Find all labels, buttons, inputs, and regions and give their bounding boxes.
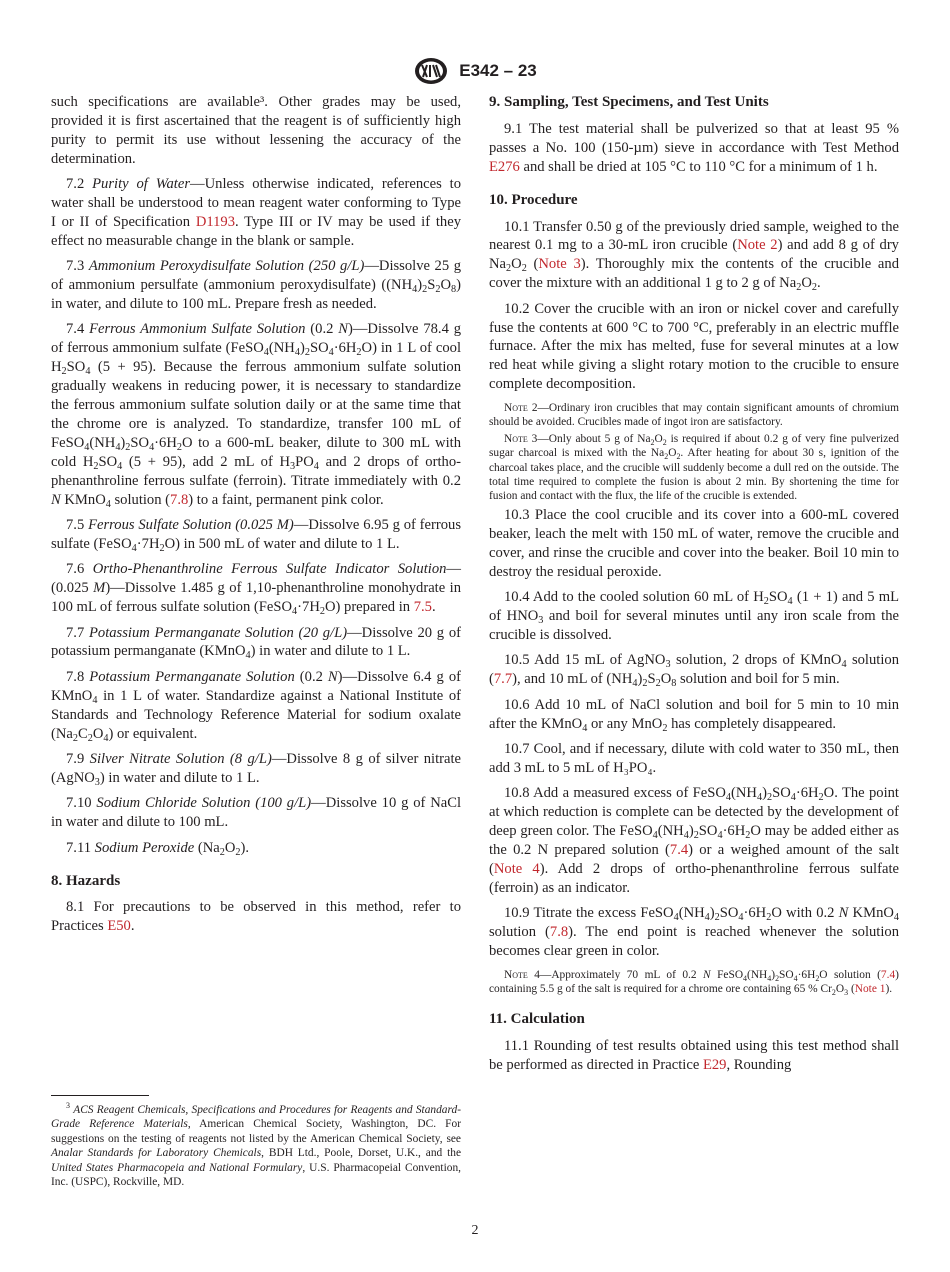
paragraph-7-11: 7.11 Sodium Peroxide $(Na_2O_2)$. [66, 839, 250, 858]
paragraph-7-2: 7.2 Purity of Water—Unless otherwise indicated, references to water shall be understood to mean reagent water conforming to Type I or II of Specification D1193. Type III or IV may be used if they effect no measurable change in the blank or sample. [51, 176, 462, 249]
page-number: 2 [471, 1223, 479, 1238]
link-7-4-b[interactable]: 7.4 [880, 968, 896, 981]
link-e276[interactable]: E276 [489, 158, 520, 175]
paragraph-10-3: 10.3 Place the cool crucible and its cover into a 600-mL covered beaker, leach the melt with 150 mL of water, remove the crucible and cover, and rinse the crucible and cover into the beaker. Boil 10 min to destroy the residual peroxide. [489, 507, 899, 580]
paragraph-7-4: 7.4 Ferrous Ammonium Sulfate Solution (0.2 N)—Dissolve 78.4 g of ferrous ammonium sulfate $(FeSO_4(NH_4)_2SO_4\cdot 6H_2O)$ in 1 L of cool $H_2SO_4$ (5 + 95). Because the ferrous ammonium sulfate solution gradually weakens in reducing power, it is necessary to standardize the ferrous ammonium sulfate solution daily or at the same time that the chrome ore is analyzed. To standardize, transfer 100 mL of $FeSO_4(NH_4)_2SO_4\cdot 6H_2O$ to a 600-mL beaker, dilute to 300 mL with cold $H_2SO_4$ (5 + 95), add 2 mL of $H_3PO_4$ and 2 drops of ortho-phenanthroline ferrous sulfate (ferroin). Titrate immediately with 0.2 N KMnO$_4$ solution (7.8) to a faint, permanent pink color. [51, 321, 461, 510]
paragraph-10-5: 10.5 Add 15 mL of AgNO$_3$ solution, 2 drops of KMnO$_4$ solution (7.7), and 10 mL of $(NH_4)_2S_2O_8$ solution and boil for 5 min. [489, 652, 899, 690]
paragraph-10-8: 10.8 Add a measured excess of $FeSO_4(NH_4)_2SO_4\cdot 6H_2O$. The point at which reduction is complete can be detected by the development of deep green color. The $FeSO_4(NH_4)_2SO_4\cdot 6H_2O$ may be added either as the 0.2 N prepared solution (7.4) or a weighed amount of the salt (Note 4). Add 2 drops of ortho-phenanthroline ferrous sulfate (ferroin) as an indicator. [489, 785, 900, 896]
page-header [0, 56, 950, 86]
link-7-7[interactable]: 7.7 [493, 671, 513, 688]
paragraph-10-6: 10.6 Add 10 mL of NaCl solution and boil for 5 min to 10 min after the KMnO$_4$ or any MnO$_2$ has completely disappeared. [489, 696, 899, 734]
link-note-2[interactable]: Note 2 [737, 237, 778, 254]
link-7-5[interactable]: 7.5 [413, 599, 432, 616]
left-column [51, 93, 461, 943]
paragraph-7-3: 7.3 Ammonium Peroxydisulfate Solution (250 g/L)—Dissolve 25 g of ammonium persulfate (ammonium peroxydisulfate) $((NH_4)_2S_2O_8)$ in water, and dilute to 100 mL. Prepare fresh as needed. [51, 258, 461, 313]
link-e50[interactable]: E50 [107, 918, 131, 935]
paragraph-10-9: 10.9 Titrate the excess $FeSO_4(NH_4)_2SO_4\cdot 6H_2O$ with 0.2 N KMnO$_4$ solution (7.8). The end point is reached whenever the solution becomes clear green in color. [489, 905, 900, 960]
paragraph-7-5: 7.5 Ferrous Sulfate Solution (0.025 M)—Dissolve 6.95 g of ferrous sulfate $(FeSO_4\cdot 7H_2O)$ in 500 mL of water and dilute to 1 L. [51, 517, 462, 554]
note-4: Note 4—Approximately 70 mL of 0.2 N $FeSO_4(NH_4)_2SO_4\cdot 6H_2O$ solution (7.4) containing 5.5 g of the salt is required for a chrome ore containing 65 % $Cr_2O_3$ (Note 1). [489, 968, 899, 997]
paragraph-10-7: 10.7 Cool, and if necessary, dilute with cold water to 350 mL, then add 3 mL to 5 mL of H₃PO₄. [489, 741, 899, 776]
footnote-divider [51, 1095, 149, 1096]
link-d1193[interactable]: D1193 [195, 213, 236, 230]
paragraph-8-1: 8.1 For precautions to be observed in this method, refer to Practices E50. [51, 899, 461, 935]
link-note-1[interactable]: Note 1 [854, 982, 886, 995]
link-note-4[interactable]: Note 4 [493, 861, 540, 878]
section-11-heading: 11. Calculation [489, 1010, 585, 1027]
link-7-8-b[interactable]: 7.8 [549, 924, 569, 941]
paragraph-7-10: 7.10 Sodium Chloride Solution (100 g/L)—Dissolve 10 g of NaCl in water and dilute to 100 mL. [51, 795, 462, 831]
paragraph-11-1: 11.1 Rounding of test results obtained using this test method shall be performed as directed in Practice E29, Rounding [489, 1037, 899, 1073]
paragraph-7-7: 7.7 Potassium Permanganate Solution (20 g/L)—Dissolve 20 g of potassium permanganate (KMnO$_4$) in water and dilute to 1 L. [51, 624, 461, 662]
section-9-heading: 9. Sampling, Test Specimens, and Test Units [489, 94, 769, 110]
link-e29[interactable]: E29 [702, 1056, 727, 1073]
section-8-heading: 8. Hazards [51, 872, 121, 889]
document-designation: E342 – 23 [459, 61, 537, 80]
link-7-4[interactable]: 7.4 [669, 842, 689, 859]
section-10-heading: 10. Procedure [489, 191, 578, 208]
paragraph-10-1: 10.1 Transfer 0.50 g of the previously dried sample, weighed to the nearest 0.1 mg to a 30-mL iron crucible (Note 2) and add 8 g of dry $Na_2O_2$ (Note 3). Thoroughly mix the contents of the crucible and cover the mixture with an additional 1 g to 2 g of $Na_2O_2$. [489, 218, 899, 294]
paragraph-9-1: 9.1 The test material shall be pulverized so that at least 95 % passes a No. 100 (150-µm) sieve in accordance with Test Method E276 and shall be dried at 105 °C to 110 °C for a minimum of 1 h. [489, 120, 899, 175]
note-2: Note 2—Ordinary iron crucibles that may contain significant amounts of chromium should be avoided. Crucibles made of ingot iron are satisfactory. [489, 401, 899, 428]
right-column [489, 93, 899, 1081]
paragraph-7-1-continued: such specifications are available³. Other grades may be used, provided it is first ascertained that the reagent is of sufficiently high purity to permit its use without lessening the accuracy of the determination. [51, 94, 461, 167]
paragraph-7-6: 7.6 Ortho-Phenanthroline Ferrous Sulfate Indicator Solution—(0.025 M)—Dissolve 1.485 g of 1,10-phenanthroline monohydrate in 100 mL of ferrous sulfate solution $(FeSO_4\cdot 7H_2O)$ prepared in 7.5. [51, 561, 462, 618]
paragraph-7-8: 7.8 Potassium Permanganate Solution (0.2 N)—Dissolve 6.4 g of KMnO$_4$ in 1 L of water. Standardize against a National Institute of Standards and Technology Reference Material for sodium oxalate $(Na_2C_2O_4)$ or equivalent. [51, 668, 461, 744]
link-7-8[interactable]: 7.8 [170, 491, 189, 508]
link-note-3[interactable]: Note 3 [538, 256, 581, 273]
note-3: Note 3—Only about 5 g of $Na_2O_2$ is required if about 0.2 g of very fine pulverized sugar charcoal is mixed with the $Na_2O_2$. After heating for about 30 s, ignition of the charcoal takes place, and the crucible will suddenly become a dull red on the outside. The total time required to complete the fusion is about 2 min. By shortening the time for fusion and contact with the flux, the life of the crucible is extended. [489, 433, 899, 502]
footnote-3: $^3$ ACS Reagent Chemicals, Specifications and Procedures for Reagents and Standard-Grade Reference Materials, American Chemical Society, Washington, DC. For suggestions on the testing of reagents not listed by the American Chemical Society, see Analar Standards for Laboratory Chemicals, BDH Ltd., Poole, Dorset, U.K., and the United States Pharmacopeia and National Formulary, U.S. Pharmacopeial Convention, Inc. (USPC), Rockville, MD. [51, 1101, 462, 1189]
paragraph-7-9: 7.9 Silver Nitrate Solution (8 g/L)—Dissolve 8 g of silver nitrate (AgNO$_3$) in water and dilute to 1 L. [51, 751, 461, 788]
astm-logo-icon [413, 56, 449, 86]
paragraph-10-4: 10.4 Add to the cooled solution 60 mL of $H_2SO_4$ (1 + 1) and 5 mL of $HNO_3$ and boil for several minutes until any iron scale from the crucible is dissolved. [489, 589, 899, 644]
paragraph-10-2: 10.2 Cover the crucible with an iron or nickel cover and carefully fuse the contents at 600 °C to 700 °C, preferably in an electric muffle furnace. After the mix has melted, fuse for several minutes at a low red heat while giving a slight rotary motion to the crucible to ensure complete decomposition. [489, 300, 899, 393]
